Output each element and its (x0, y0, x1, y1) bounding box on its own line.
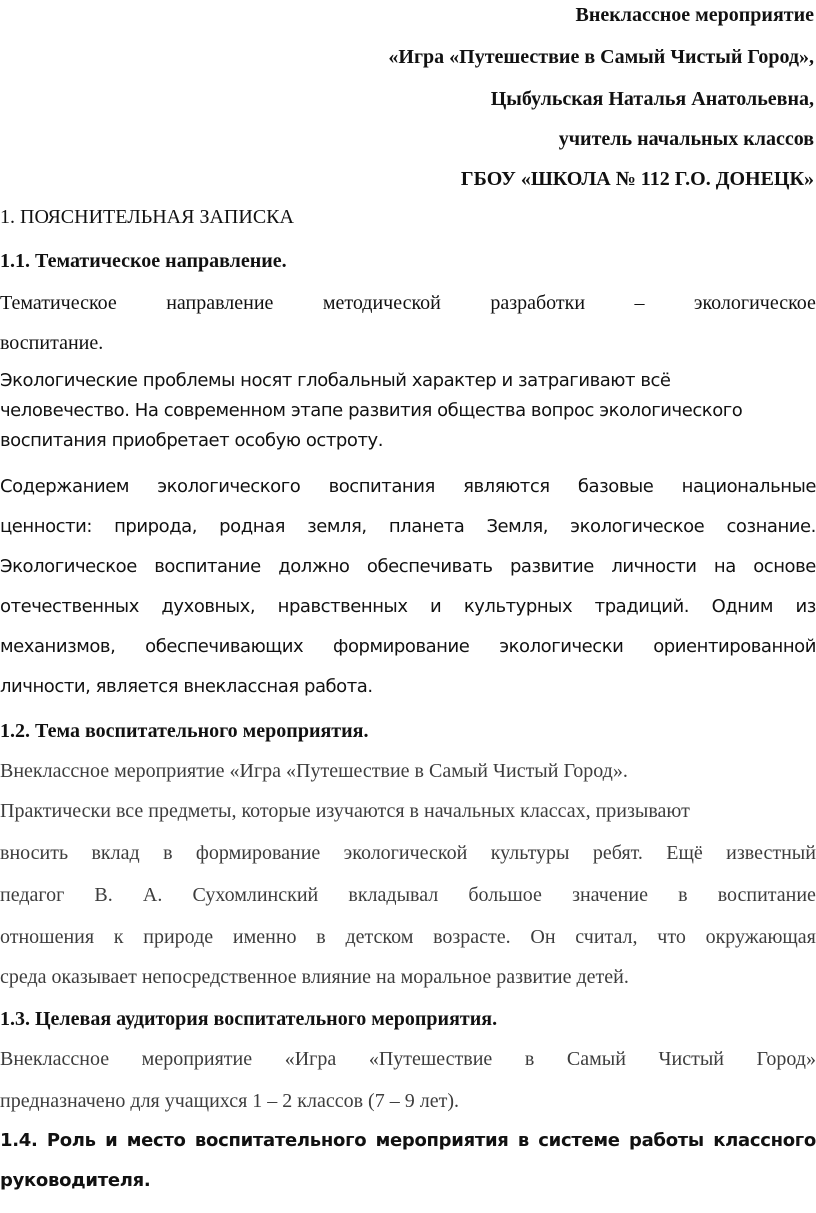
word: 1.4. (0, 1130, 38, 1151)
word: В. (94, 884, 113, 906)
word: механизмов, (0, 636, 116, 657)
word: Земля, (486, 516, 549, 537)
word: – (634, 292, 645, 314)
subheading-1-4-cont: руководителя. (0, 1170, 151, 1191)
word: классного (713, 1130, 816, 1151)
word: и (430, 596, 442, 617)
word: к (113, 926, 124, 948)
word: мероприятия (375, 1130, 509, 1151)
paragraph-line: Практически все предметы, которые изучаются в начальных классах, призывают (0, 800, 690, 822)
word: планета (388, 516, 465, 537)
header-author: Цыбульская Наталья Анатольевна, (490, 88, 814, 110)
word: «Путешествие (368, 1048, 493, 1070)
word: системе (538, 1130, 620, 1151)
paragraph-line: Экологические проблемы носят глобальный характер и затрагивают всё (0, 370, 671, 391)
word: национальные (681, 476, 816, 497)
paragraph-line (0, 292, 816, 315)
word: ребят. (592, 842, 643, 864)
word: Роль (46, 1130, 96, 1151)
word: воспитательного (194, 1130, 367, 1151)
paragraph-line (0, 1048, 816, 1071)
word: в (316, 926, 326, 948)
word: являются (463, 476, 550, 497)
word: обеспечивающих (145, 636, 304, 657)
paragraph-line (0, 884, 816, 907)
word: вклад (91, 842, 140, 864)
word: должно (278, 556, 350, 577)
word: направление (166, 292, 274, 314)
word: окружающая (705, 926, 816, 948)
word: нравственных (277, 596, 408, 617)
paragraph-line: человечество. На современном этапе развития общества вопрос экологического (0, 400, 743, 421)
word: и (105, 1130, 118, 1151)
word: Содержанием (0, 476, 129, 497)
word: формирование (195, 842, 321, 864)
word: отечественных (0, 596, 139, 617)
word: культурных (463, 596, 573, 617)
paragraph-line: среда оказывает непосредственное влияние на моральное развитие детей. (0, 966, 629, 988)
word: культуры (490, 842, 570, 864)
header-event-title: «Игра «Путешествие в Самый Чистый Город», (388, 46, 814, 68)
word: Самый (566, 1048, 626, 1070)
word: личности (611, 556, 697, 577)
paragraph-line (0, 636, 816, 657)
word: Город» (756, 1048, 816, 1070)
word: отношения (0, 926, 95, 948)
word: возрасте. (433, 926, 511, 948)
paragraph-line: воспитание. (0, 332, 104, 354)
word: в (678, 884, 688, 906)
paragraph-line: личности, является внеклассная работа. (0, 676, 373, 697)
word: воспитания (328, 476, 435, 497)
word: А. (142, 884, 163, 906)
word: духовных, (161, 596, 256, 617)
word: Экологическое (0, 556, 137, 577)
subheading-1-2: 1.2. Тема воспитательного мероприятия. (0, 720, 369, 742)
header-event-type: Внеклассное мероприятие (575, 4, 814, 26)
paragraph-line: воспитания приобретает особую остроту. (0, 430, 383, 451)
word: Внеклассное (0, 1048, 110, 1070)
word: в (163, 842, 173, 864)
word: известный (726, 842, 816, 864)
word: вкладывал (348, 884, 439, 906)
word: земля, (307, 516, 367, 537)
paragraph-line (0, 556, 816, 577)
word: «Игра (284, 1048, 337, 1070)
header-position: учитель начальных классов (558, 128, 814, 150)
word: базовые (577, 476, 654, 497)
section-title: 1. ПОЯСНИТЕЛЬНАЯ ЗАПИСКА (0, 206, 294, 228)
paragraph-line (0, 926, 816, 949)
paragraph-line (0, 516, 816, 537)
word: Ещё (666, 842, 703, 864)
word: в (517, 1130, 529, 1151)
word: Сухомлинский (192, 884, 319, 906)
word: Одним (711, 596, 774, 617)
paragraph-line (0, 842, 816, 865)
word: природе (143, 926, 214, 948)
word: воспитание (154, 556, 261, 577)
paragraph-line: Внеклассное мероприятие «Игра «Путешествие в Самый Чистый Город». (0, 760, 628, 782)
word: экологическое (693, 292, 816, 314)
word: основе (753, 556, 816, 577)
word: методической (322, 292, 441, 314)
word: вносить (0, 842, 69, 864)
word: развитие (509, 556, 594, 577)
word: в (524, 1048, 535, 1070)
word: экологическое (570, 516, 705, 537)
word: ценности: (0, 516, 92, 537)
word: считал, (575, 926, 638, 948)
subheading-1-3: 1.3. Целевая аудитория воспитательного мероприятия. (0, 1008, 498, 1030)
word: сознание. (726, 516, 816, 537)
word: значение (572, 884, 648, 906)
word: формирование (333, 636, 470, 657)
word: Он (530, 926, 556, 948)
word: педагог (0, 884, 65, 906)
word: экологической (343, 842, 468, 864)
word: обеспечивать (366, 556, 493, 577)
word: на (713, 556, 736, 577)
word: что (657, 926, 686, 948)
word: детском (345, 926, 414, 948)
header-school: ГБОУ «ШКОЛА № 112 Г.О. ДОНЕЦК» (460, 168, 814, 190)
paragraph-line: предназначено для учащихся 1 – 2 классов (7 – 9 лет). (0, 1090, 459, 1112)
subheading-1-4 (0, 1130, 816, 1151)
word: мероприятие (141, 1048, 253, 1070)
word: место (126, 1130, 186, 1151)
word: экологического (157, 476, 301, 497)
subheading-1-1: 1.1. Тематическое направление. (0, 250, 287, 272)
word: ориентированной (653, 636, 816, 657)
word: природа, (114, 516, 198, 537)
word: традиций. (594, 596, 690, 617)
word: большое (468, 884, 542, 906)
word: Тематическое (0, 292, 117, 314)
word: экологически (499, 636, 624, 657)
word: разработки (490, 292, 586, 314)
word: именно (232, 926, 297, 948)
paragraph-line (0, 596, 816, 617)
word: работы (629, 1130, 704, 1151)
word: воспитание (717, 884, 816, 906)
paragraph-line (0, 476, 816, 497)
word: из (795, 596, 816, 617)
word: Чистый (658, 1048, 724, 1070)
word: родная (219, 516, 285, 537)
